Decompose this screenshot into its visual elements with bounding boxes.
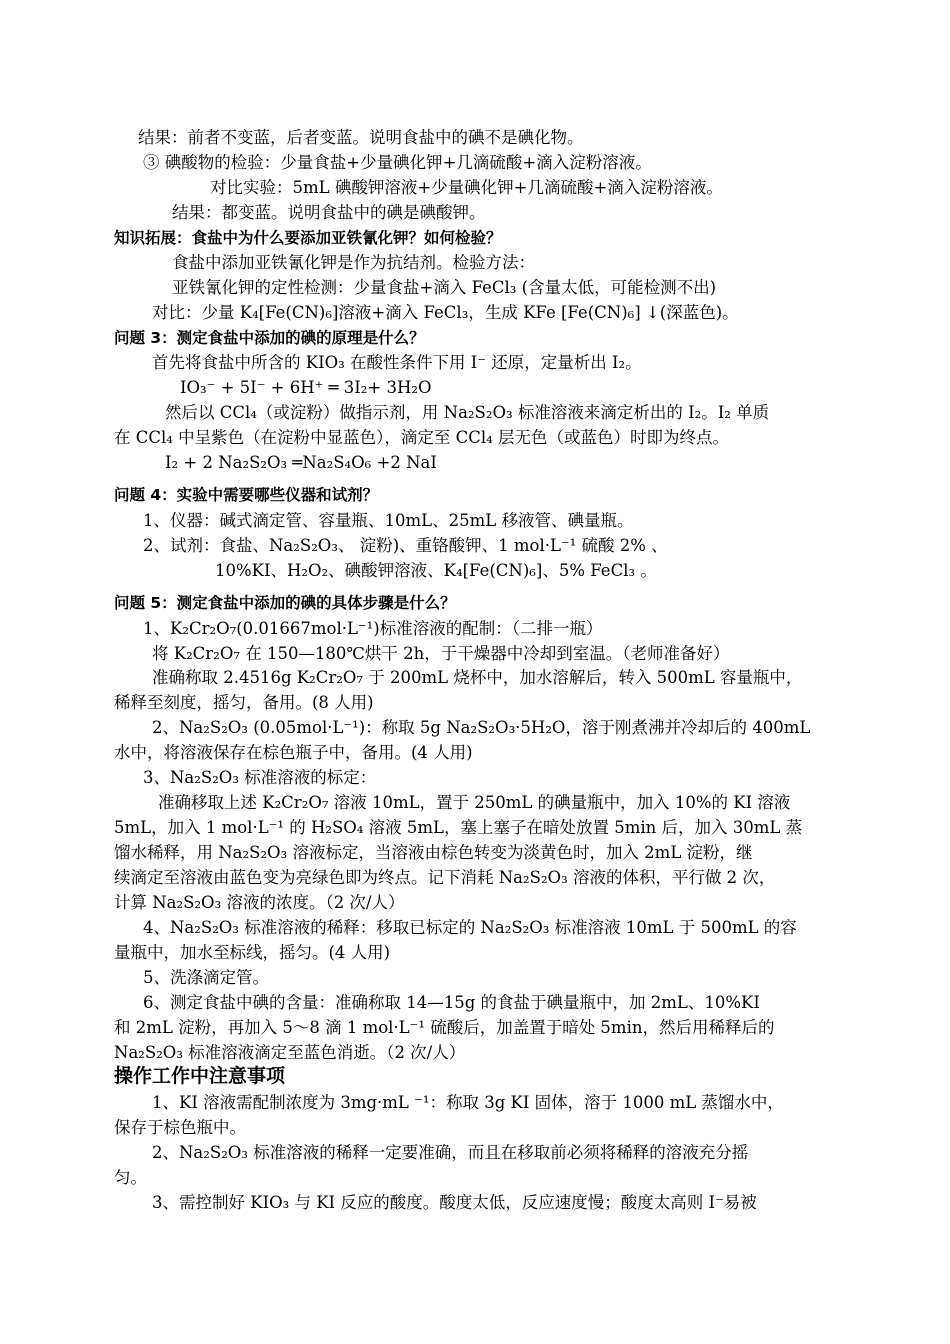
- step-3-line-4: 续滴定至溶液由蓝色变为亮绿色即为终点。记下消耗 Na₂S₂O₃ 溶液的体积，平行做 2 次，: [114, 868, 776, 887]
- question-5-heading: 问题 5：测定食盐中添加的碘的具体步骤是什么？: [114, 594, 456, 612]
- iodate-test-line: ③ 碘酸物的检验：少量食盐+少量碘化钾+几滴硫酸+滴入淀粉溶液。: [143, 153, 652, 172]
- step-4-line-1: 4、Na₂S₂O₃ 标准溶液的稀释：移取已标定的 Na₂S₂O₃ 标准溶液 10mL 于 500mL 的容: [143, 918, 797, 937]
- question-4-heading: 问题 4：实验中需要哪些仪器和试剂？: [114, 486, 379, 504]
- reaction-equation-2: I₂ + 2 Na₂S₂O₃ ═Na₂S₄O₆ +2 NaI: [165, 453, 437, 472]
- result-line-2: 结果：都变蓝。说明食盐中的碘是碘酸钾。: [172, 203, 486, 222]
- reaction-equation-1: IO₃⁻ + 5I⁻ + 6H⁺ ═ 3I₂+ 3H₂O: [180, 378, 432, 397]
- instruments-line: 1、仪器：碱式滴定管、容量瓶、10mL、25mL 移液管、碘量瓶。: [143, 511, 634, 530]
- precaution-1-line-1: 1、KI 溶液需配制浓度为 3mg·mL ⁻¹：称取 3g KI 固体，溶于 1000 mL 蒸馏水中，: [152, 1093, 784, 1112]
- anticaking-line: 食盐中添加亚铁氰化钾是作为抗结剂。检验方法：: [172, 253, 535, 272]
- step-4-line-2: 量瓶中，加水至标线，摇匀。(4 人用): [114, 943, 391, 962]
- step-6-line-1: 6、测定食盐中碘的含量：准确称取 14—15g 的食盐于碘量瓶中，加 2mL、10%KI: [143, 993, 760, 1012]
- principle-line-2: 然后以 CCl₄（或淀粉）做指示剂，用 Na₂S₂O₃ 标准溶液来滴定析出的 I₂。I₂ 单质: [165, 403, 770, 422]
- step-3-line-3: 馏水稀释，用 Na₂S₂O₃ 溶液标定，当溶液由棕色转变为淡黄色时，加入 2mL 淀粉，继: [114, 843, 753, 862]
- qualitative-test-line: 亚铁氰化钾的定性检测：少量食盐+滴入 FeCl₃ (含量太低，可能检测不出): [172, 278, 717, 297]
- principle-line-1: 首先将食盐中所含的 KIO₃ 在酸性条件下用 I⁻ 还原，定量析出 I₂。: [152, 353, 642, 372]
- principle-line-3: 在 CCl₄ 中呈紫色（在淀粉中显蓝色），滴定至 CCl₄ 层无色（或蓝色）时即为终点。: [114, 428, 730, 447]
- step-3-line-5: 计算 Na₂S₂O₃ 溶液的浓度。（2 次/人）: [114, 893, 405, 912]
- comparison-line: 对比：少量 K₄[Fe(CN)₆]溶液+滴入 FeCl₃，生成 KFe [Fe(CN)₆] ↓(深蓝色)。: [152, 303, 739, 322]
- reagents-line-2: 10%KI、H₂O₂、碘酸钾溶液、K₄[Fe(CN)₆]、5% FeCl₃ 。: [215, 561, 657, 580]
- step-1-title: 1、K₂Cr₂O₇(0.01667mol·L⁻¹)标准溶液的配制：（二排一瓶）: [143, 619, 603, 638]
- step-3-title: 3、Na₂S₂O₃ 标准溶液的标定：: [143, 768, 377, 787]
- step-1-line-2: 准确称取 2.4516g K₂Cr₂O₇ 于 200mL 烧杯中，加水溶解后，转入 500mL 容量瓶中，: [152, 668, 803, 687]
- step-6-line-2: 和 2mL 淀粉，再加入 5～8 滴 1 mol·L⁻¹ 硫酸后，加盖置于暗处 5min，然后用稀释后的: [114, 1018, 775, 1037]
- step-2-line-1: 2、Na₂S₂O₃ (0.05mol·L⁻¹)：称取 5g Na₂S₂O₃·5H₂O，溶于刚煮沸并冷却后的 400mL: [152, 718, 811, 737]
- control-experiment-line: 对比实验：5mL 碘酸钾溶液+少量碘化钾+几滴硫酸+滴入淀粉溶液。: [210, 178, 723, 197]
- reagents-line-1: 2、试剂：食盐、Na₂S₂O₃、 淀粉)、重铬酸钾、1 mol·L⁻¹ 硫酸 2% 、: [143, 536, 668, 555]
- question-3-heading: 问题 3：测定食盐中添加的碘的原理是什么？: [114, 329, 425, 347]
- step-3-line-2: 5mL，加入 1 mol·L⁻¹ 的 H₂SO₄ 溶液 5mL，塞上塞子在暗处放置 5min 后，加入 30mL 蒸: [114, 818, 803, 837]
- knowledge-extension-heading: 知识拓展：食盐中为什么要添加亚铁氰化钾？如何检验？: [114, 229, 502, 247]
- step-6-line-3: Na₂S₂O₃ 标准溶液滴定至蓝色消逝。（2 次/人）: [114, 1043, 466, 1062]
- step-2-line-2: 水中，将溶液保存在棕色瓶子中，备用。(4 人用): [114, 743, 473, 762]
- precautions-heading: 操作工作中注意事项: [114, 1065, 286, 1087]
- precaution-1-line-2: 保存于棕色瓶中。: [114, 1118, 246, 1137]
- precaution-2-line-1: 2、Na₂S₂O₃ 标准溶液的稀释一定要准确，而且在移取前必须将稀释的溶液充分摇: [152, 1143, 749, 1162]
- step-1-line-3: 稀释至刻度，摇匀，备用。(8 人用): [114, 693, 374, 712]
- step-5-line: 5、洗涤滴定管。: [143, 968, 269, 987]
- precaution-3-line-1: 3、需控制好 KIO₃ 与 KI 反应的酸度。酸度太低，反应速度慢；酸度太高则 I⁻易被: [152, 1193, 757, 1212]
- step-3-line-1: 准确移取上述 K₂Cr₂O₇ 溶液 10mL，置于 250mL 的碘量瓶中，加入 10%的 KI 溶液: [158, 793, 791, 812]
- result-line-1: 结果：前者不变蓝，后者变蓝。说明食盐中的碘不是碘化物。: [138, 128, 584, 147]
- step-1-line-1: 将 K₂Cr₂O₇ 在 150—180℃烘干 2h，于干燥器中冷却到室温。（老师准备好）: [152, 644, 730, 663]
- precaution-2-line-2: 匀。: [114, 1168, 147, 1187]
